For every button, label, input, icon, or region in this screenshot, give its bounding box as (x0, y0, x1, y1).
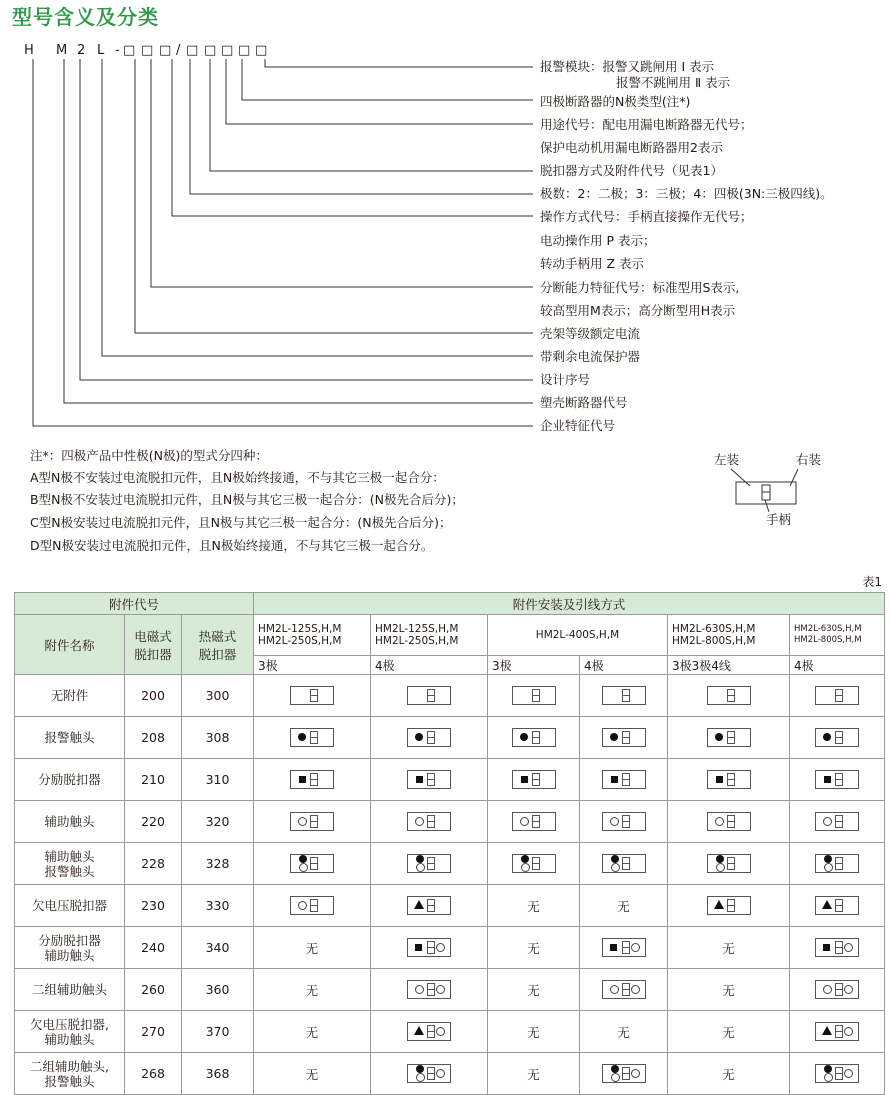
accessory-symbol (290, 854, 334, 873)
header-electromagnetic: 电磁式 脱扣器 (125, 615, 182, 675)
accessory-symbol (602, 686, 646, 705)
legend-item: 用途代号：配电用漏电断路器无代号； (540, 117, 753, 132)
model-code-char: □ (159, 43, 172, 58)
accessory-name: 无附件 (15, 675, 125, 717)
table-row (15, 801, 885, 843)
install-cell (254, 759, 371, 801)
header-model: HM2L-125S,H,M HM2L-250S,H,M (254, 615, 371, 656)
accessory-symbol (707, 812, 751, 831)
diagram-handle-label: 手柄 (766, 512, 792, 527)
install-cell: 无 (668, 969, 790, 1011)
accessory-name: 二组辅助触头 (15, 969, 125, 1011)
install-cell (254, 717, 371, 759)
model-code-char: 2 (77, 43, 86, 58)
install-cell (488, 759, 580, 801)
accessory-symbol (815, 980, 859, 999)
thermomagnetic-code: 360 (182, 969, 254, 1011)
install-cell (254, 843, 371, 885)
note-line: 注*：四极产品中性极(N极)的型式分四种： (30, 448, 268, 463)
electromagnetic-code: 208 (125, 717, 182, 759)
accessory-name: 分励脱扣器 辅助触头 (15, 927, 125, 969)
accessory-symbol (815, 770, 859, 789)
electromagnetic-code: 210 (125, 759, 182, 801)
accessory-symbol (602, 728, 646, 747)
install-cell (488, 843, 580, 885)
mounting-diagram (720, 466, 810, 516)
header-pole: 4极 (790, 656, 885, 675)
accessory-symbol (602, 1064, 646, 1083)
install-cell (790, 759, 885, 801)
header-pole: 3极3极4线 (668, 656, 790, 675)
install-cell: 无 (488, 1011, 580, 1053)
electromagnetic-code: 240 (125, 927, 182, 969)
legend-item: 报警不跳闸用 Ⅱ 表示 (616, 75, 731, 90)
install-cell (371, 885, 488, 927)
model-code-char: □ (186, 43, 199, 58)
accessory-symbol (815, 896, 859, 915)
install-cell (668, 801, 790, 843)
legend-item: 企业特征代号 (540, 418, 616, 433)
install-cell (790, 843, 885, 885)
accessory-name: 分励脱扣器 (15, 759, 125, 801)
install-cell: 无 (254, 1053, 371, 1095)
thermomagnetic-code: 328 (182, 843, 254, 885)
install-cell (580, 759, 668, 801)
accessory-symbol (512, 854, 556, 873)
header-model: HM2L-630S,H,M HM2L-800S,H,M (790, 615, 885, 656)
install-cell: 无 (668, 1011, 790, 1053)
install-cell (580, 717, 668, 759)
accessory-symbol (707, 686, 751, 705)
install-cell: 无 (488, 1053, 580, 1095)
table-row (15, 759, 885, 801)
header-model: HM2L-630S,H,M HM2L-800S,H,M (668, 615, 790, 656)
table-row (15, 675, 885, 717)
header-accessory-name: 附件名称 (15, 615, 125, 675)
install-cell (668, 885, 790, 927)
table-row (15, 717, 885, 759)
accessory-symbol (707, 728, 751, 747)
install-cell (488, 801, 580, 843)
install-cell (371, 717, 488, 759)
install-cell (790, 717, 885, 759)
model-code-char: □ (141, 43, 154, 58)
model-code-char: □ (255, 43, 268, 58)
install-cell (668, 759, 790, 801)
install-cell: 无 (580, 1011, 668, 1053)
accessory-symbol (815, 728, 859, 747)
electromagnetic-code: 260 (125, 969, 182, 1011)
accessory-symbol (707, 896, 751, 915)
accessory-table (14, 592, 885, 1095)
model-code-char: □ (204, 43, 217, 58)
install-cell: 无 (254, 969, 371, 1011)
model-code-char: H (24, 43, 35, 58)
note-line: A型N极不安装过电流脱扣元件，且N极始终接通，不与其它三极一起合分： (30, 470, 445, 485)
accessory-symbol (407, 938, 451, 957)
electromagnetic-code: 220 (125, 801, 182, 843)
accessory-symbol (407, 812, 451, 831)
table-row (15, 843, 885, 885)
legend-item: 设计序号 (540, 372, 591, 387)
accessory-symbol (815, 686, 859, 705)
install-cell (371, 759, 488, 801)
accessory-symbol (602, 980, 646, 999)
legend-item: 报警模块：报警又跳闸用 Ⅰ 表示 (540, 59, 715, 74)
thermomagnetic-code: 340 (182, 927, 254, 969)
accessory-symbol (407, 896, 451, 915)
model-code-char: M (56, 43, 68, 58)
header-pole: 3极 (488, 656, 580, 675)
accessory-symbol (512, 770, 556, 789)
thermomagnetic-code: 368 (182, 1053, 254, 1095)
accessory-symbol (512, 812, 556, 831)
install-cell: 无 (254, 1011, 371, 1053)
legend-item: 保护电动机用漏电断路器用2表示 (540, 140, 723, 155)
header-pole: 3极 (254, 656, 371, 675)
accessory-symbol (815, 812, 859, 831)
accessory-name: 辅助触头 报警触头 (15, 843, 125, 885)
legend-item: 塑壳断路器代号 (540, 395, 628, 410)
install-cell: 无 (668, 1053, 790, 1095)
install-cell (790, 885, 885, 927)
model-code-char: □ (238, 43, 251, 58)
diagram-right-label: 右装 (796, 452, 822, 467)
accessory-symbol (707, 770, 751, 789)
accessory-symbol (602, 812, 646, 831)
install-cell: 无 (580, 885, 668, 927)
install-cell (580, 927, 668, 969)
legend-item: 分断能力特征代号：标准型用S表示, (540, 280, 740, 295)
accessory-symbol (512, 686, 556, 705)
note-line: C型N极安装过电流脱扣元件，且N极与其它三极一起合分：(N极先合后分)； (30, 515, 452, 530)
install-cell (488, 717, 580, 759)
accessory-symbol (407, 1022, 451, 1041)
table-row (15, 885, 885, 927)
note-line: B型N极不安装过电流脱扣元件，且N极与其它三极一起合分：(N极先合后分)； (30, 492, 464, 507)
install-cell (790, 1011, 885, 1053)
note-line: D型N极安装过电流脱扣元件，且N极始终接通，不与其它三极一起合分。 (30, 538, 434, 553)
accessory-symbol (407, 980, 451, 999)
accessory-symbol (512, 728, 556, 747)
accessory-symbol (815, 854, 859, 873)
install-cell (371, 1053, 488, 1095)
install-cell: 无 (488, 927, 580, 969)
install-cell (790, 927, 885, 969)
table-row (15, 969, 885, 1011)
install-cell (371, 675, 488, 717)
accessory-symbol (815, 1064, 859, 1083)
install-cell (488, 675, 580, 717)
accessory-symbol (602, 938, 646, 957)
accessory-symbol (707, 854, 751, 873)
thermomagnetic-code: 300 (182, 675, 254, 717)
install-cell (668, 675, 790, 717)
legend-lines (0, 0, 890, 440)
table-row (15, 927, 885, 969)
accessory-symbol (407, 686, 451, 705)
accessory-symbol (290, 686, 334, 705)
thermomagnetic-code: 320 (182, 801, 254, 843)
accessory-symbol (407, 854, 451, 873)
model-code-char: □ (221, 43, 234, 58)
thermomagnetic-code: 330 (182, 885, 254, 927)
accessory-symbol (602, 854, 646, 873)
legend-item: 四极断路器的N极类型(注*) (540, 94, 691, 109)
accessory-symbol (407, 728, 451, 747)
header-pole: 4极 (580, 656, 668, 675)
install-cell (254, 675, 371, 717)
electromagnetic-code: 200 (125, 675, 182, 717)
install-cell: 无 (668, 927, 790, 969)
legend-item: 转动手柄用 Z 表示 (540, 256, 645, 271)
thermomagnetic-code: 308 (182, 717, 254, 759)
install-cell (580, 801, 668, 843)
accessory-symbol (815, 938, 859, 957)
accessory-symbol (290, 812, 334, 831)
install-cell (790, 801, 885, 843)
install-cell (254, 801, 371, 843)
accessory-symbol (290, 896, 334, 915)
model-code-char: - (115, 43, 121, 58)
accessory-name: 二组辅助触头, 报警触头 (15, 1053, 125, 1095)
header-model: HM2L-125S,H,M HM2L-250S,H,M (371, 615, 488, 656)
accessory-symbol (602, 770, 646, 789)
electromagnetic-code: 270 (125, 1011, 182, 1053)
header-thermomagnetic: 热磁式 脱扣器 (182, 615, 254, 675)
install-cell (580, 969, 668, 1011)
page-title: 型号含义及分类 (12, 5, 159, 29)
legend-item: 极数：2：二极；3：三极；4：四极(3N:三极四线)。 (540, 186, 833, 201)
accessory-name: 辅助触头 (15, 801, 125, 843)
table-label: 表1 (862, 575, 882, 589)
install-cell: 无 (488, 885, 580, 927)
legend-item: 较高型用M表示；高分断型用H表示 (540, 303, 736, 318)
install-cell (371, 1011, 488, 1053)
electromagnetic-code: 228 (125, 843, 182, 885)
diagram-left-label: 左装 (714, 452, 740, 467)
header-install-method: 附件安装及引线方式 (254, 593, 885, 615)
install-cell: 无 (254, 927, 371, 969)
electromagnetic-code: 230 (125, 885, 182, 927)
accessory-symbol (407, 1064, 451, 1083)
install-cell: 无 (488, 969, 580, 1011)
install-cell (580, 675, 668, 717)
accessory-symbol (407, 770, 451, 789)
install-cell (580, 843, 668, 885)
legend-item: 电动操作用 P 表示； (540, 233, 656, 248)
model-code-char: L (97, 43, 105, 58)
thermomagnetic-code: 310 (182, 759, 254, 801)
model-code-char: / (176, 43, 181, 58)
install-cell (371, 801, 488, 843)
model-code-char: □ (123, 43, 136, 58)
header-model: HM2L-400S,H,M (488, 615, 668, 656)
install-cell (790, 1053, 885, 1095)
accessory-symbol (815, 1022, 859, 1041)
table-row (15, 1011, 885, 1053)
install-cell (371, 969, 488, 1011)
install-cell (254, 885, 371, 927)
accessory-symbol (290, 770, 334, 789)
legend-item: 带剩余电流保护器 (540, 349, 641, 364)
accessory-symbol (290, 728, 334, 747)
table-row (15, 1053, 885, 1095)
legend-item: 壳架等级额定电流 (540, 326, 641, 341)
header-accessory-code: 附件代号 (15, 593, 254, 615)
install-cell (790, 969, 885, 1011)
accessory-name: 欠电压脱扣器, 辅助触头 (15, 1011, 125, 1053)
electromagnetic-code: 268 (125, 1053, 182, 1095)
thermomagnetic-code: 370 (182, 1011, 254, 1053)
accessory-name: 报警触头 (15, 717, 125, 759)
install-cell (371, 927, 488, 969)
install-cell (790, 675, 885, 717)
install-cell (371, 843, 488, 885)
header-pole: 4极 (371, 656, 488, 675)
legend-item: 操作方式代号：手柄直接操作无代号； (540, 209, 753, 224)
legend-item: 脱扣器方式及附件代号（见表1） (540, 163, 723, 178)
install-cell (580, 1053, 668, 1095)
install-cell (668, 843, 790, 885)
install-cell (668, 717, 790, 759)
accessory-name: 欠电压脱扣器 (15, 885, 125, 927)
